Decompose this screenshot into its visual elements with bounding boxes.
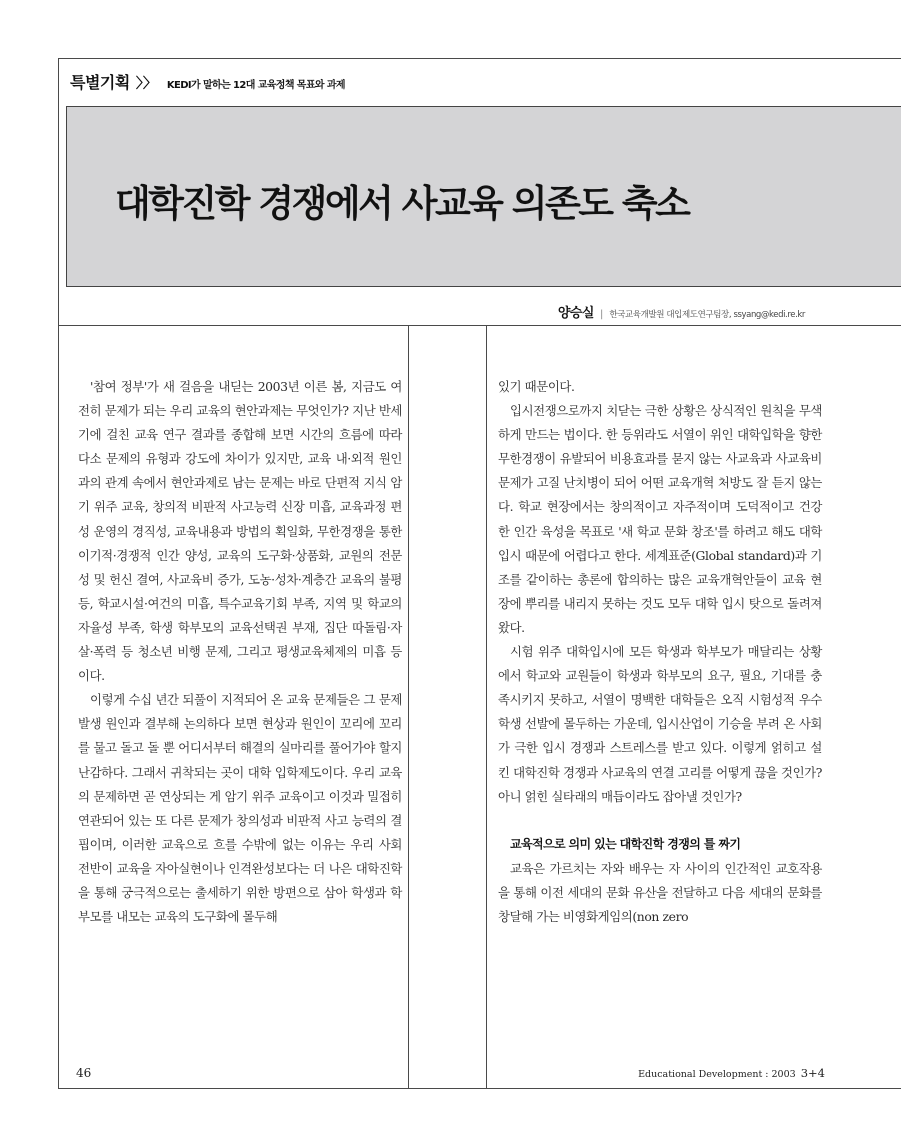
body-column-right: [498, 375, 822, 929]
page-number: 46: [76, 1066, 92, 1080]
section-header: [70, 70, 345, 92]
author-separator: |: [600, 309, 604, 320]
title-banner: [66, 106, 901, 287]
article-title: 대학진학 경쟁에서 사교육 의존도 축소: [115, 182, 689, 225]
section-arrows: 〉〉: [135, 76, 157, 92]
body-paragraph: 입시전쟁으로까지 치닫는 극한 상황은 상식적인 원칙을 무색하게 만드는 법이다. 한 등위라도 서열이 위인 대학입학을 향한 무한경쟁이 유발되어 비용효과를 묻지 않는 사교육과 사교육비 문제가 고질 난치병이 되어 어떤 교육개혁 처방도 잘 듣지 않는다. 학교 현장에서는 창의적이고 자주적이며 도덕적이고 건강한 인간 육성을 목표로 '새 학교 문화 창조'를 하려고 해도 대학입시 때문에 어렵다고 한다. 세계표준(Global standard)과 기조를 같이하는 총론에 합의하는 많은 교육개혁안들이 교육 현장에 뿌리를 내리지 못하는 것도 모두 대학 입시 탓으로 돌려져 왔다.: [498, 403, 822, 635]
author-name: 양승실: [557, 306, 594, 321]
column-divider-left: [408, 325, 409, 1089]
frame-top-rule: [58, 58, 901, 59]
journal-name: Educational Development : 2003: [638, 1069, 796, 1080]
header-divider-rule: [58, 325, 901, 326]
section-label: 특별기획: [70, 73, 130, 92]
body-column-left: [78, 375, 402, 929]
body-paragraph: 이렇게 수십 년간 되풀이 지적되어 온 교육 문제들은 그 문제 발생 원인과 결부해 논의하다 보면 현상과 원인이 꼬리에 꼬리를 물고 돌고 돌 뿐 어디서부터 해결의 실마리를 풀어가야 할지 난감하다. 그래서 귀착되는 곳이 대학 입학제도이다. 우리 교육의 문제하면 곧 연상되는 게 암기 위주 교육이고 이것과 밀접히 연관되어 있는 또 다른 문제가 창의성과 비판적 사고 능력의 결핍이며, 이러한 교육으로 흐를 수밖에 없는 이유는 우리 사회 전반이 교육을 자아실현이나 인격완성보다는 더 나은 대학진학을 통해 궁극적으로는 출세하기 위한 방편으로 삼아 학생과 학부모를 내모는 교육의 도구화에 몰두해: [78, 692, 402, 925]
body-paragraph-continuation: 있기 때문이다.: [498, 379, 575, 394]
journal-footer: [638, 1066, 825, 1080]
section-subheading: 교육적으로 의미 있는 대학진학 경쟁의 틀 짜기: [510, 836, 741, 851]
author-byline: [558, 302, 805, 321]
body-paragraph: 교육은 가르치는 자와 배우는 자 사이의 인간적인 교호작용을 통해 이전 세대의 문화 유산을 전달하고 다음 세대의 문화를 창달해 가는 비영화게임의(non zero: [498, 860, 822, 924]
body-paragraph: '참여 정부'가 새 걸음을 내딛는 2003년 이른 봄, 지금도 여전히 문제가 되는 우리 교육의 현안과제는 무엇인가? 지난 반세기에 걸친 교육 연구 결과를 종합해 보면 시간의 흐름에 따라 다소 문제의 유형과 강도에 차이가 있지만, 교육 내·외적 원인과의 관계 속에서 현안과제로 남는 문제는 바로 단편적 지식 암기 위주 교육, 창의적 비판적 사고능력 신장 미흡, 교육과정 편성 운영의 경직성, 교육내용과 방법의 획일화, 무한경쟁을 통한 이기적·경쟁적 인간 양성, 교육의 도구화·상품화, 교원의 전문성 및 헌신 결여, 사교육비 증가, 도농·성차·계층간 교육의 불평등, 학교시설·여건의 미흡, 특수교육기회 부족, 지역 및 학교의 자율성 부족, 학생 학부모의 교육선택권 부재, 집단 따돌림·자살·폭력 등 청소년 비행 문제, 그리고 평생교육체제의 미흡 등이다.: [78, 379, 402, 684]
body-paragraph: 시험 위주 대학입시에 모든 학생과 학부모가 매달리는 상황에서 학교와 교원들이 학생과 학부모의 요구, 필요, 기대를 충족시키지 못하고, 서열이 명백한 대학들은 오직 시험성적 우수학생 선발에 몰두하는 가운데, 입시산업이 기승을 부려 온 사회가 극한 입시 경쟁과 스트레스를 받고 있다. 이렇게 얽히고 설킨 대학진학 경쟁과 사교육의 연결 고리를 어떻게 끊을 것인가? 아니 얽힌 실타래의 매듭이라도 잡아낼 것인가?: [498, 644, 822, 804]
column-divider-right: [486, 325, 487, 1089]
journal-issue: 3+4: [800, 1066, 825, 1080]
frame-bottom-rule: [58, 1088, 901, 1089]
frame-left-rule: [58, 58, 59, 1089]
author-affiliation: 한국교육개발원 대입제도연구팀장, ssyang@kedi.re.kr: [609, 310, 805, 320]
section-subtitle: KEDI가 말하는 12대 교육정책 목표와 과제: [166, 80, 345, 91]
